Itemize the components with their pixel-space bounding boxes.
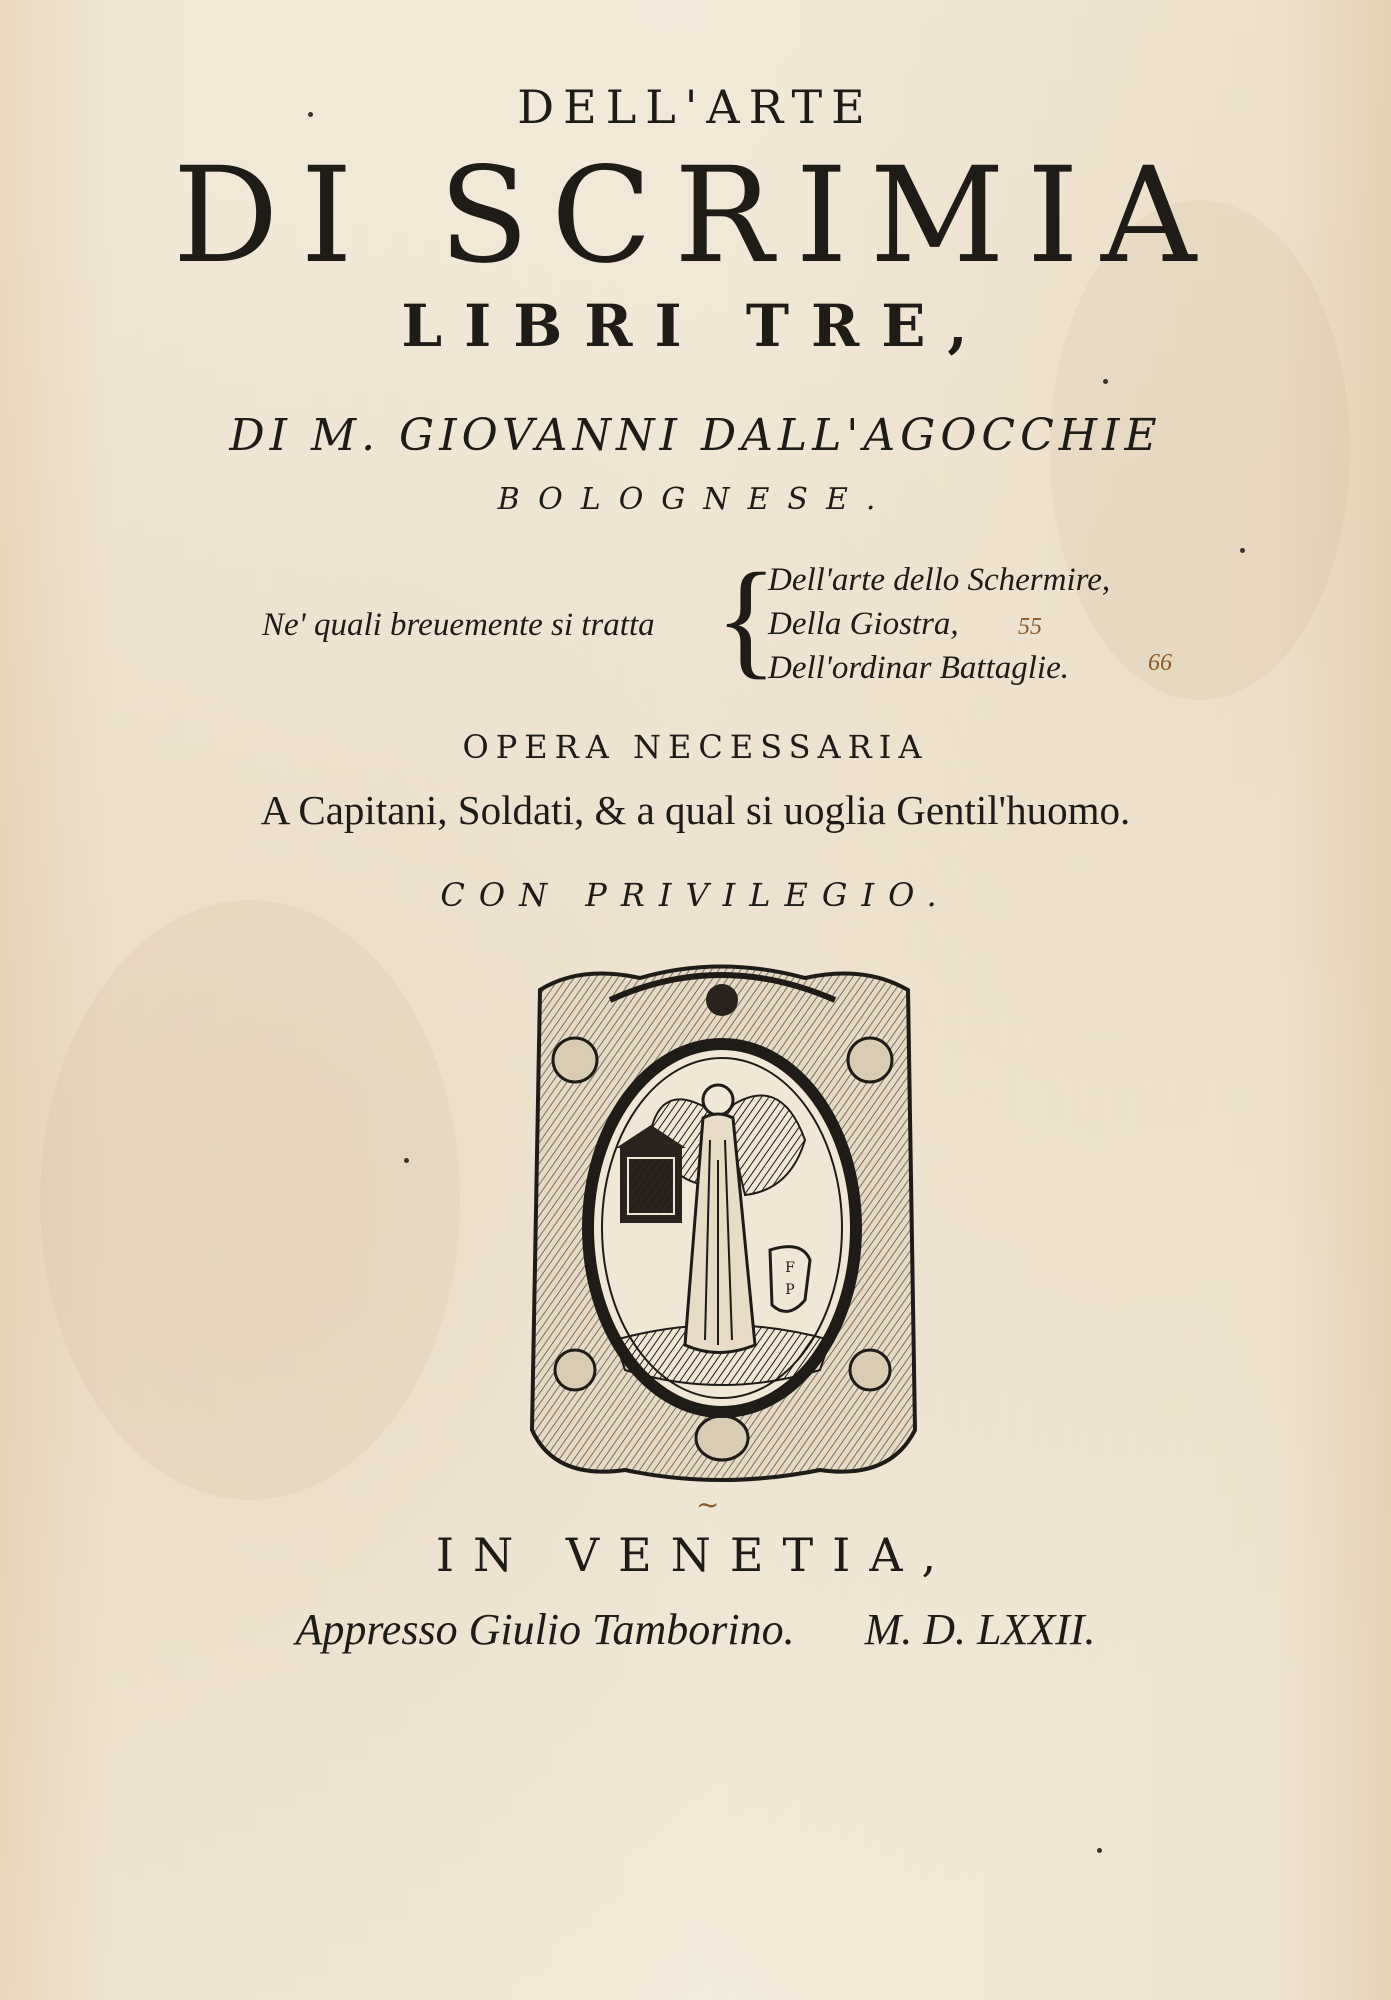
ink-speck	[308, 112, 313, 117]
ink-speck	[404, 1158, 409, 1163]
audience-line: A Capitani, Soldati, & a qual si uoglia Gentil'huomo.	[260, 787, 1131, 833]
treatise-intro: Ne' quali breuemente si tratta	[262, 607, 655, 643]
place-line: IN VENETIA,	[435, 1528, 956, 1582]
svg-text:F: F	[785, 1260, 795, 1276]
treatise-item: Dell'arte dello Schermire,	[768, 562, 1111, 598]
author-line: DI M. GIOVANNI DALL'AGOCCHIE	[229, 410, 1162, 461]
ink-speck	[1240, 548, 1245, 553]
title-line-2: DI SCRIMIA	[172, 139, 1219, 293]
treatise-item: Della Giostra,	[768, 606, 959, 642]
title-line-3: LIBRI TRE,	[401, 292, 990, 360]
paper-stain	[40, 900, 460, 1500]
ink-speck	[1103, 379, 1108, 384]
manuscript-mark: ~	[696, 1488, 720, 1521]
ink-speck	[1097, 1848, 1102, 1853]
treatise-list	[250, 547, 1250, 692]
imprint-line	[0, 1604, 1391, 1655]
treatise-item: Dell'ordinar Battaglie.	[768, 650, 1069, 686]
origin-line: BOLOGNESE.	[497, 482, 894, 517]
privilege-line: CON PRIVILEGIO.	[440, 876, 951, 914]
printers-device-woodcut	[520, 960, 925, 1490]
margin-note: 66	[1148, 650, 1172, 676]
curly-brace-icon: {	[715, 547, 778, 691]
year: M. D. LXXII.	[864, 1605, 1096, 1654]
svg-text:P: P	[785, 1282, 795, 1298]
publisher: Appresso Giulio Tamborino.	[295, 1605, 795, 1654]
margin-note: 55	[1018, 614, 1042, 640]
opera-line: OPERA NECESSARIA	[462, 728, 929, 766]
title-line-1: DELL'ARTE	[517, 80, 874, 134]
